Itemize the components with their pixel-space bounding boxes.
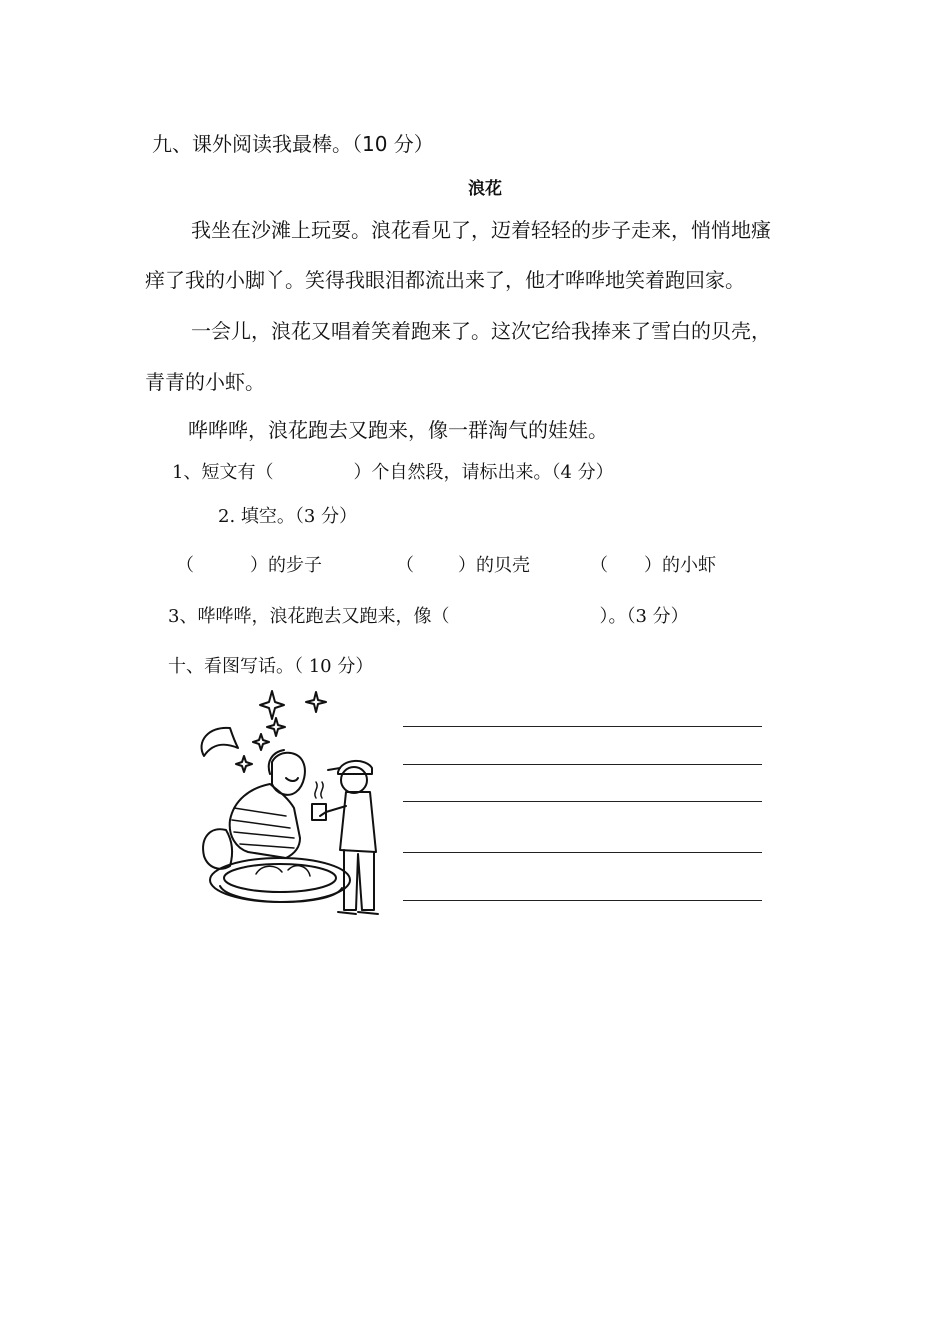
- paragraph-3: 哗哗哗，浪花跑去又跑来，像一群淘气的娃娃。: [188, 418, 608, 442]
- question-2-blank-1: [176, 551, 322, 577]
- blank-1-close: ）的步子: [250, 555, 322, 576]
- question-2-blank-2: [396, 551, 530, 577]
- paragraph-2-line-2: 青青的小虾。: [145, 370, 265, 394]
- paragraph-1-line-2: 痒了我的小脚丫。笑得我眼泪都流出来了，他才哗哗地笑着跑回家。: [145, 268, 745, 292]
- question-2-label: 2. 填空。（3 分）: [218, 506, 358, 527]
- question-2-blank-3: [590, 551, 716, 577]
- section-10-heading: 十、看图写话。（ 10 分）: [168, 656, 374, 677]
- moon-icon: [202, 728, 238, 756]
- star-icon: [253, 734, 269, 750]
- blank-2-close: ）的贝壳: [458, 555, 530, 576]
- writing-line[interactable]: [403, 764, 762, 765]
- blank-3-open: （: [590, 555, 608, 576]
- section-9-heading: 九、课外阅读我最棒。（10 分）: [152, 132, 434, 156]
- question-3: [168, 602, 689, 628]
- question-1: [172, 458, 614, 484]
- paragraph-1-line-1: 我坐在沙滩上玩耍。浪花看见了，迈着轻轻的步子走来，悄悄地瘙: [191, 218, 771, 242]
- paragraph-2-line-1: 一会儿，浪花又唱着笑着跑来了。这次它给我捧来了雪白的贝壳，: [191, 319, 771, 343]
- writing-line[interactable]: [403, 726, 762, 727]
- star-icon: [306, 692, 326, 712]
- writing-line[interactable]: [403, 900, 762, 901]
- blank-1-open: （: [176, 555, 194, 576]
- writing-line[interactable]: [403, 852, 762, 853]
- blank-2-open: （: [396, 555, 414, 576]
- story-title: 浪花: [468, 179, 502, 199]
- question-1-prefix: 1、短文有（: [172, 462, 274, 483]
- question-3-suffix: ）。（3 分）: [599, 606, 689, 627]
- blank-3-close: ）的小虾: [644, 555, 716, 576]
- illustration-boy-serving-tea-to-mother: [190, 688, 390, 930]
- question-3-prefix: 3、哗哗哗，浪花跑去又跑来，像（: [168, 606, 450, 627]
- question-1-suffix: ）个自然段，请标出来。（4 分）: [353, 462, 614, 483]
- star-icon: [267, 718, 285, 736]
- writing-line[interactable]: [403, 801, 762, 802]
- star-icon: [260, 691, 284, 719]
- star-icon: [236, 756, 252, 772]
